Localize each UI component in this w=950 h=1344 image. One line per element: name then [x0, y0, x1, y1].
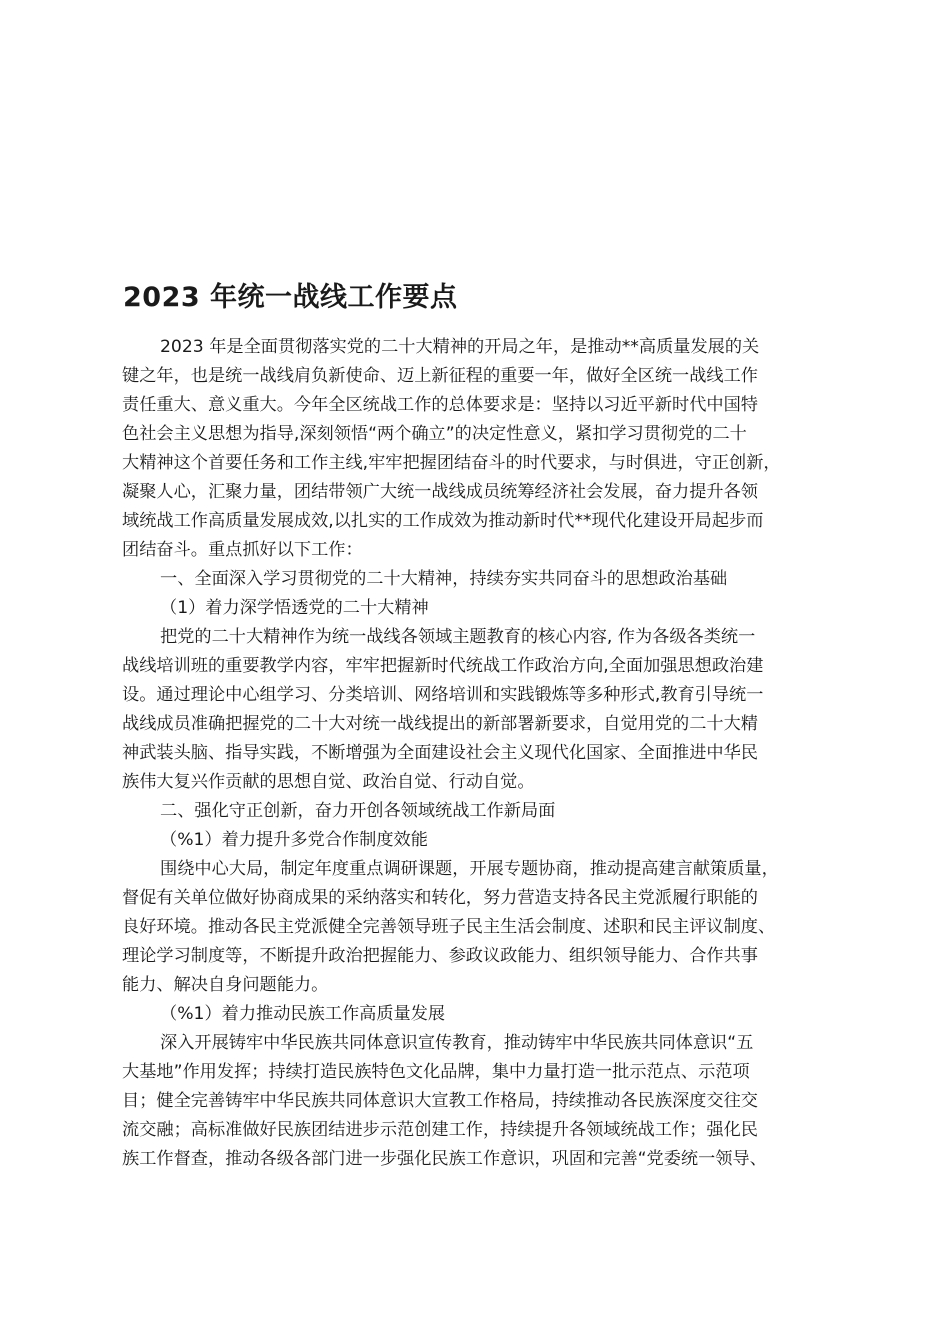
text-line: 大基地”作用发挥；持续打造民族特色文化品牌，集中力量打造一批示范点、示范项 — [122, 1062, 750, 1082]
text-line: 键之年，也是统一战线肩负新使命、迈上新征程的重要一年，做好全区统一战线工作 — [122, 366, 758, 386]
text-line: 凝聚人心，汇聚力量，团结带领广大统一战线成员统筹经济社会发展，奋力提升各领 — [122, 482, 758, 502]
text-line: 目；健全完善铸牢中华民族共同体意识大宣教工作格局，持续推动各民族深度交往交 — [122, 1091, 758, 1111]
text-line: 族工作督查，推动各级各部门进一步强化民族工作意识，巩固和完善“党委统一领导、 — [122, 1149, 767, 1169]
text-line: 色社会主义思想为指导,深刻领悟“两个确立”的决定性意义，紧扣学习贯彻党的二十 — [122, 424, 747, 444]
text-line: 围绕中心大局，制定年度重点调研课题，开展专题协商，推动提高建言献策质量， — [160, 859, 779, 879]
document-title: 2023 年统一战线工作要点 — [123, 282, 458, 313]
text-line: 责任重大、意义重大。今年全区统战工作的总体要求是：坚持以习近平新时代中国特 — [122, 395, 758, 415]
text-line: 域统战工作高质量发展成效,以扎实的工作成效为推动新时代**现代化建设开局起步而 — [122, 511, 764, 531]
text-line: （%1）着力推动民族工作高质量发展 — [160, 1004, 446, 1024]
text-line: 团结奋斗。重点抓好以下工作： — [122, 540, 363, 560]
text-line: 把党的二十大精神作为统一战线各领域主题教育的核心内容, 作为各级各类统一 — [160, 627, 756, 647]
text-line: 流交融；高标准做好民族团结进步示范创建工作，持续提升各领域统战工作；强化民 — [122, 1120, 758, 1140]
text-line: 二、强化守正创新，奋力开创各领域统战工作新局面 — [160, 801, 556, 821]
text-line: 族伟大复兴作贡献的思想自觉、政治自觉、行动自觉。 — [122, 772, 535, 792]
text-line: 能力、解决自身问题能力。 — [122, 975, 329, 995]
text-line: 神武装头脑、指导实践，不断增强为全面建设社会主义现代化国家、全面推进中华民 — [122, 743, 758, 763]
text-line: 2023 年是全面贯彻落实党的二十大精神的开局之年，是推动**高质量发展的关 — [160, 337, 760, 357]
text-line: 督促有关单位做好协商成果的采纳落实和转化，努力营造支持各民主党派履行职能的 — [122, 888, 758, 908]
text-line: 良好环境。推动各民主党派健全完善领导班子民主生活会制度、述职和民主评议制度、 — [122, 917, 776, 937]
text-line: 战线成员准确把握党的二十大对统一战线提出的新部署新要求，自觉用党的二十大精 — [122, 714, 758, 734]
document-body — [122, 333, 852, 1174]
text-line: （1）着力深学悟透党的二十大精神 — [160, 598, 429, 618]
text-line: 一、全面深入学习贯彻党的二十大精神，持续夯实共同奋斗的思想政治基础 — [160, 569, 728, 589]
text-line: 战线培训班的重要教学内容，牢牢把握新时代统战工作政治方向,全面加强思想政治建 — [122, 656, 764, 676]
text-line: 理论学习制度等，不断提升政治把握能力、参政议政能力、组织领导能力、合作共事 — [122, 946, 758, 966]
text-line: （%1）着力提升多党合作制度效能 — [160, 830, 428, 850]
text-line: 深入开展铸牢中华民族共同体意识宣传教育，推动铸牢中华民族共同体意识“五 — [160, 1033, 754, 1053]
text-line: 设。通过理论中心组学习、分类培训、网络培训和实践锻炼等多种形式,教育引导统一 — [122, 685, 764, 705]
text-line: 大精神这个首要任务和工作主线,牢牢把握团结奋斗的时代要求，与时俱进，守正创新， — [122, 453, 781, 473]
